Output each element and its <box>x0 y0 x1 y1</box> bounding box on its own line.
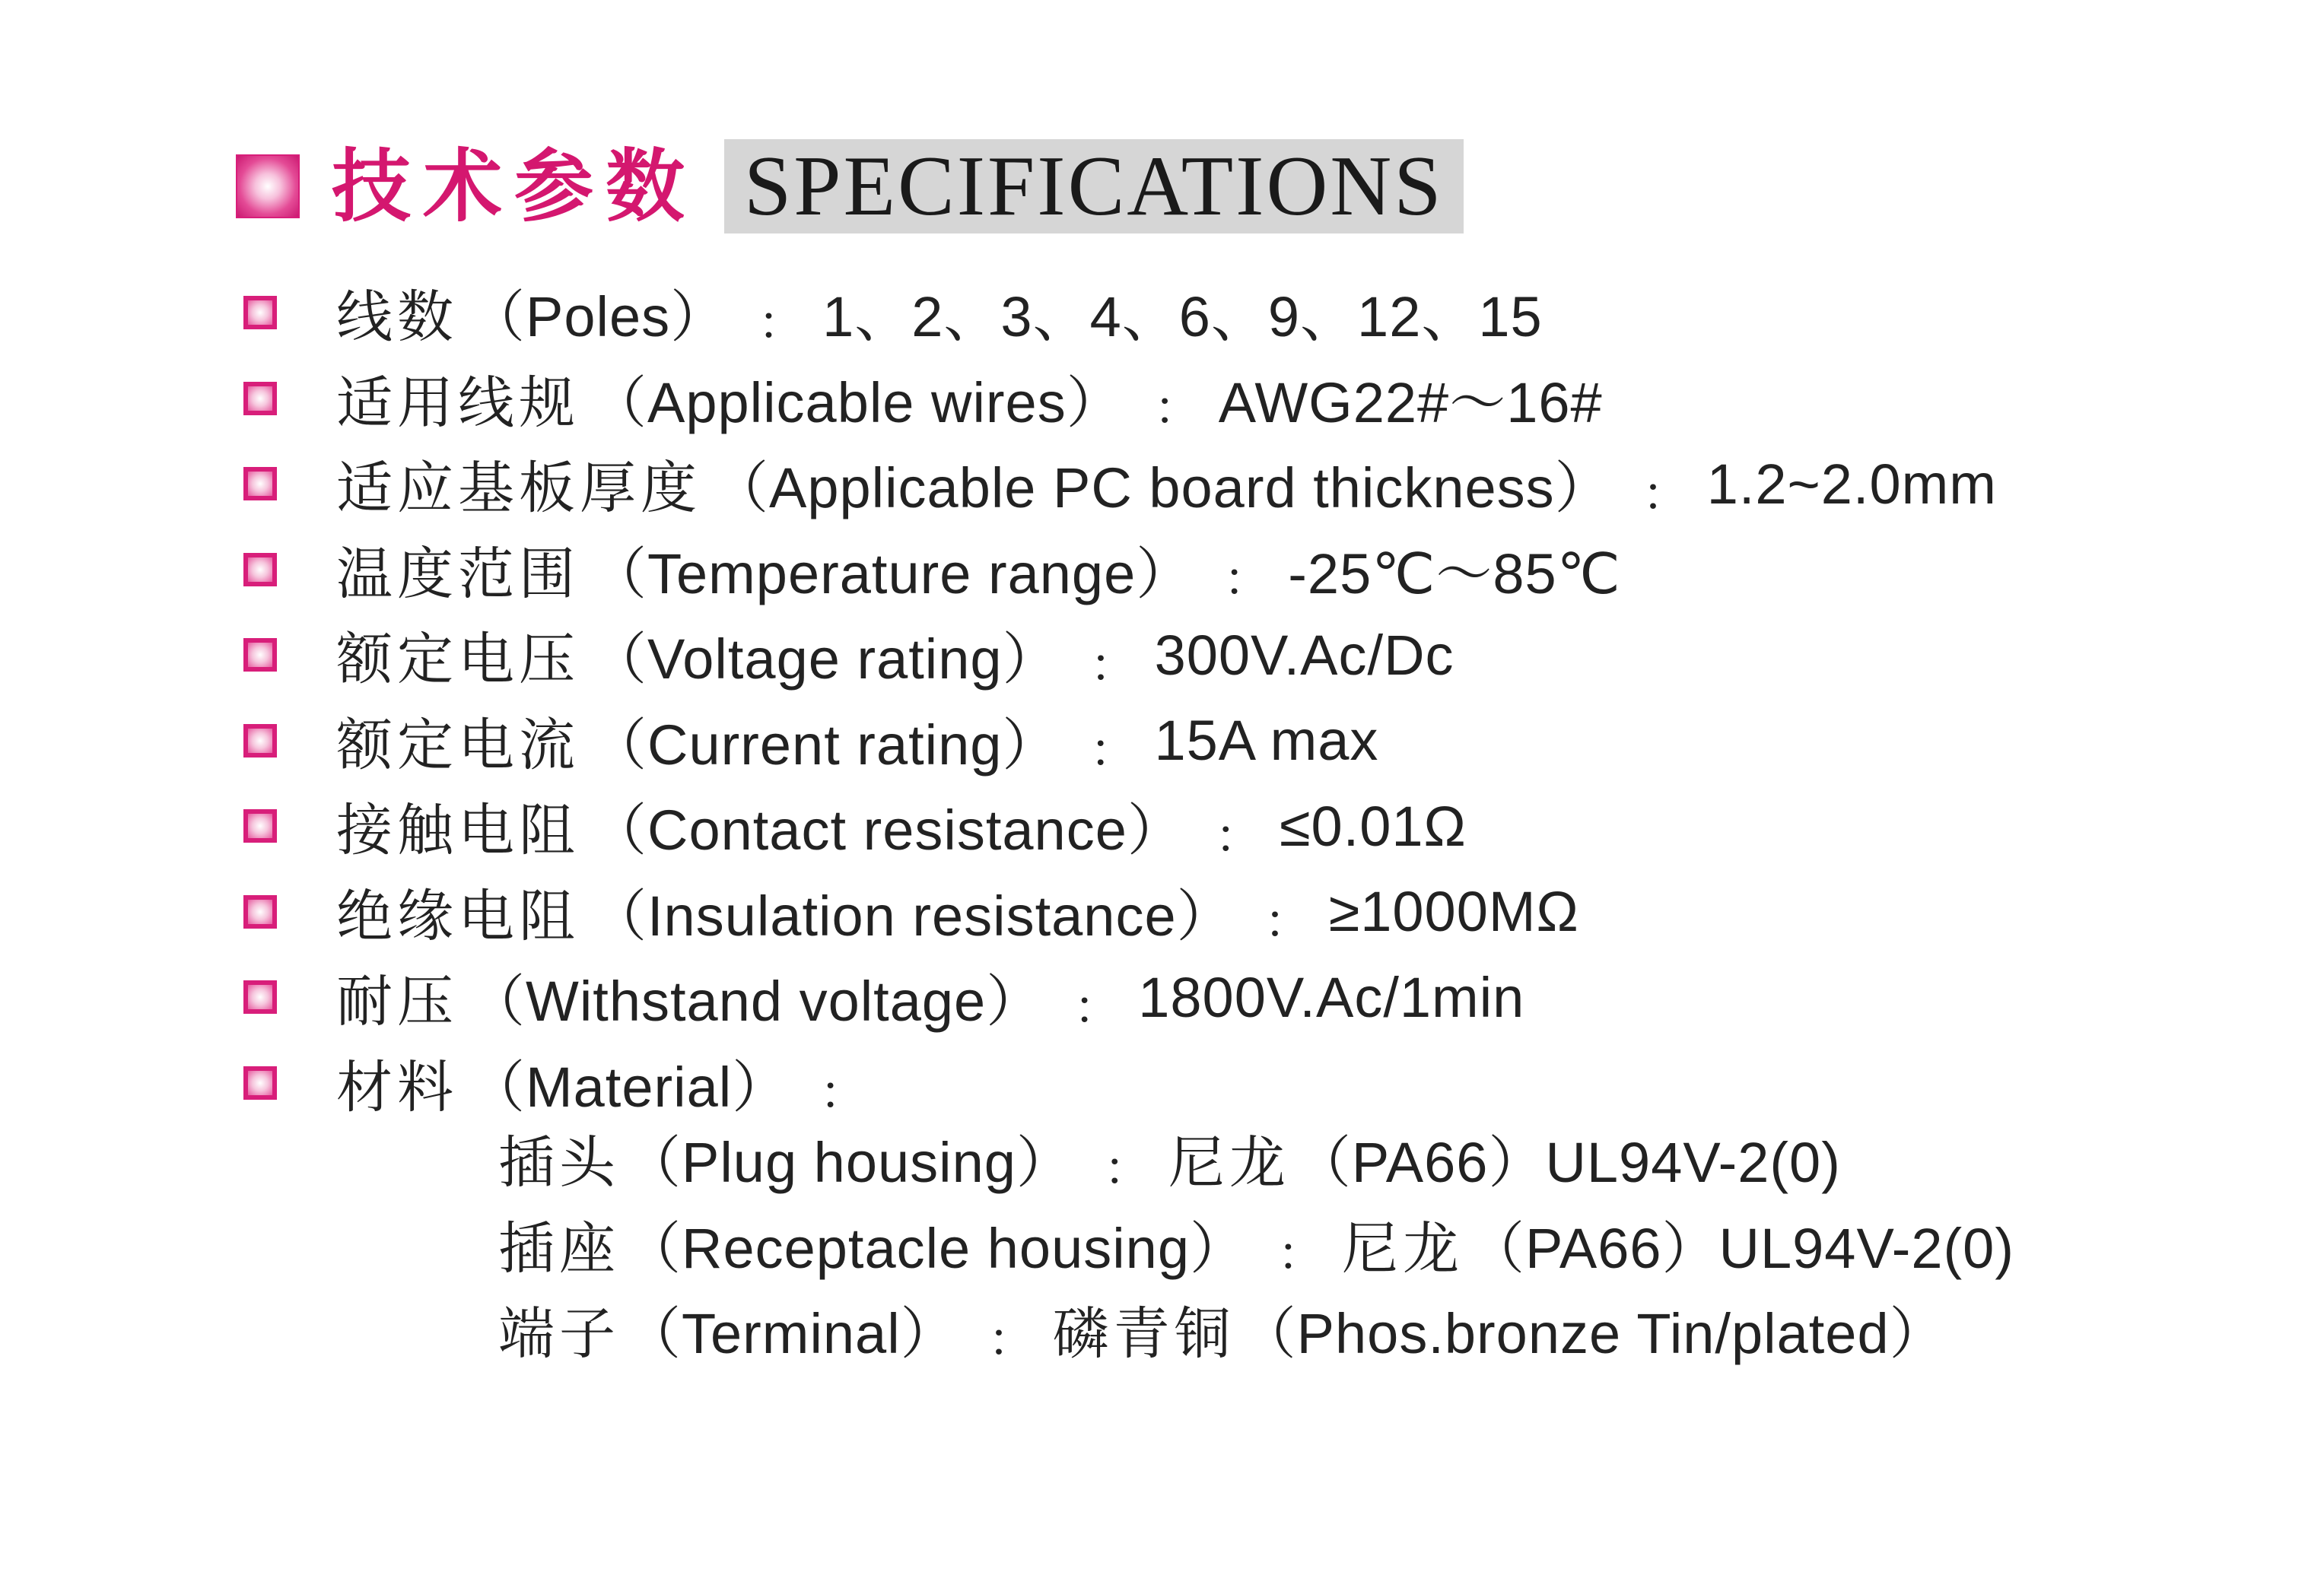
spec-label-chinese: 额定电流 <box>336 712 580 778</box>
spec-separator: ： <box>1073 981 1122 1034</box>
spec-value: 300V.Ac/Dc <box>1154 623 1454 687</box>
spec-value: 1、2、3、4、6、9、12、15 <box>822 285 1543 349</box>
square-bullet-icon <box>243 553 277 586</box>
spec-row-withstand-voltage <box>243 954 1997 1040</box>
spec-label-english: （Voltage rating） <box>590 627 1060 691</box>
material-name-english: （PA66）UL94V-2(0) <box>1468 1216 2014 1280</box>
heading-square-bullet-icon <box>236 154 300 218</box>
square-bullet-icon <box>243 467 277 500</box>
spec-separator: ： <box>1264 896 1312 949</box>
spec-label-chinese: 适应基板厚度 <box>336 456 701 522</box>
spec-separator: ： <box>1214 810 1263 863</box>
square-bullet-icon <box>243 382 277 415</box>
material-part-chinese: 端子 <box>498 1301 620 1367</box>
square-bullet-icon <box>243 980 277 1014</box>
spec-value: 1.2~2.0mm <box>1706 452 1997 516</box>
material-row-plug-housing <box>498 1116 2014 1202</box>
spec-separator: ： <box>758 297 806 350</box>
spec-row-applicable-wires <box>243 356 1997 442</box>
spec-row-voltage-rating <box>243 612 1997 698</box>
spec-label-chinese: 线数 <box>336 284 458 351</box>
material-sublist <box>498 1116 2014 1373</box>
material-part-chinese: 插座 <box>498 1215 620 1282</box>
material-part-english: （Terminal） <box>625 1302 958 1366</box>
square-bullet-icon <box>243 1066 277 1100</box>
spec-label-chinese: 适用线规 <box>336 370 580 436</box>
material-part-english: （Receptacle housing） <box>625 1216 1247 1280</box>
material-part-english: （Plug housing） <box>625 1131 1073 1195</box>
spec-label-chinese: 材料 <box>336 1054 458 1120</box>
spec-row-current-rating <box>243 698 1997 784</box>
material-name-chinese: 尼龙 <box>1168 1130 1290 1196</box>
spec-label-english: （Current rating） <box>590 713 1060 777</box>
square-bullet-icon <box>243 809 277 843</box>
spec-value: ≤0.01Ω <box>1279 794 1467 858</box>
spec-separator: ： <box>1223 554 1272 607</box>
square-bullet-icon <box>243 724 277 758</box>
material-part-chinese: 插头 <box>498 1130 620 1196</box>
spec-value: ≥1000MΩ <box>1328 880 1579 944</box>
spec-separator: ： <box>1089 639 1138 692</box>
spec-row-temperature-range <box>243 527 1997 613</box>
section-heading <box>236 137 1464 236</box>
material-row-terminal <box>498 1287 2014 1373</box>
spec-row-insulation-resistance <box>243 869 1997 955</box>
material-name-chinese: 磷青铜 <box>1052 1301 1235 1367</box>
spec-label-chinese: 温度范围 <box>336 541 580 607</box>
spec-label-english: （Withstand voltage） <box>469 970 1044 1034</box>
spec-label-english: （Material） <box>469 1055 790 1119</box>
spec-label-english: （Poles） <box>469 285 728 349</box>
spec-row-material <box>243 1040 1997 1126</box>
material-row-receptacle-housing <box>498 1202 2014 1288</box>
material-separator: ： <box>987 1313 1036 1367</box>
heading-title-chinese: 技术参数 <box>332 140 698 233</box>
spec-separator: ： <box>1642 468 1690 521</box>
spec-row-contact-resistance <box>243 783 1997 869</box>
spec-label-english: （Applicable PC board thickness） <box>712 456 1612 520</box>
spec-value: 15A max <box>1154 709 1379 773</box>
spec-label-english: （Contact resistance） <box>590 799 1184 862</box>
specifications-list <box>243 270 1997 1126</box>
spec-value: -25℃～85℃ <box>1288 542 1621 605</box>
spec-label-english: （Applicable wires） <box>590 370 1124 434</box>
square-bullet-icon <box>243 895 277 929</box>
spec-separator: ： <box>819 1067 868 1120</box>
spec-value: 1800V.Ac/1min <box>1138 965 1525 1029</box>
material-separator: ： <box>1277 1228 1326 1282</box>
material-name-english: （Phos.bronze Tin/plated） <box>1239 1302 1947 1366</box>
spec-separator: ： <box>1089 725 1138 778</box>
spec-separator: ： <box>1153 383 1202 436</box>
square-bullet-icon <box>243 296 277 329</box>
material-separator: ： <box>1103 1142 1152 1196</box>
square-bullet-icon <box>243 638 277 672</box>
spec-label-english: （Temperature range） <box>590 542 1194 605</box>
material-name-english: （PA66）UL94V-2(0) <box>1294 1131 1841 1195</box>
spec-label-chinese: 耐压 <box>336 969 458 1035</box>
spec-label-chinese: 接触电阻 <box>336 798 580 864</box>
spec-value: AWG22#～16# <box>1218 370 1603 434</box>
spec-row-poles <box>243 270 1997 356</box>
heading-title-english: SPECIFICATIONS <box>724 139 1464 233</box>
spec-label-chinese: 绝缘电阻 <box>336 883 580 949</box>
spec-row-board-thickness <box>243 441 1997 527</box>
spec-label-english: （Insulation resistance） <box>590 884 1234 948</box>
material-name-chinese: 尼龙 <box>1342 1215 1464 1282</box>
spec-label-chinese: 额定电压 <box>336 627 580 693</box>
